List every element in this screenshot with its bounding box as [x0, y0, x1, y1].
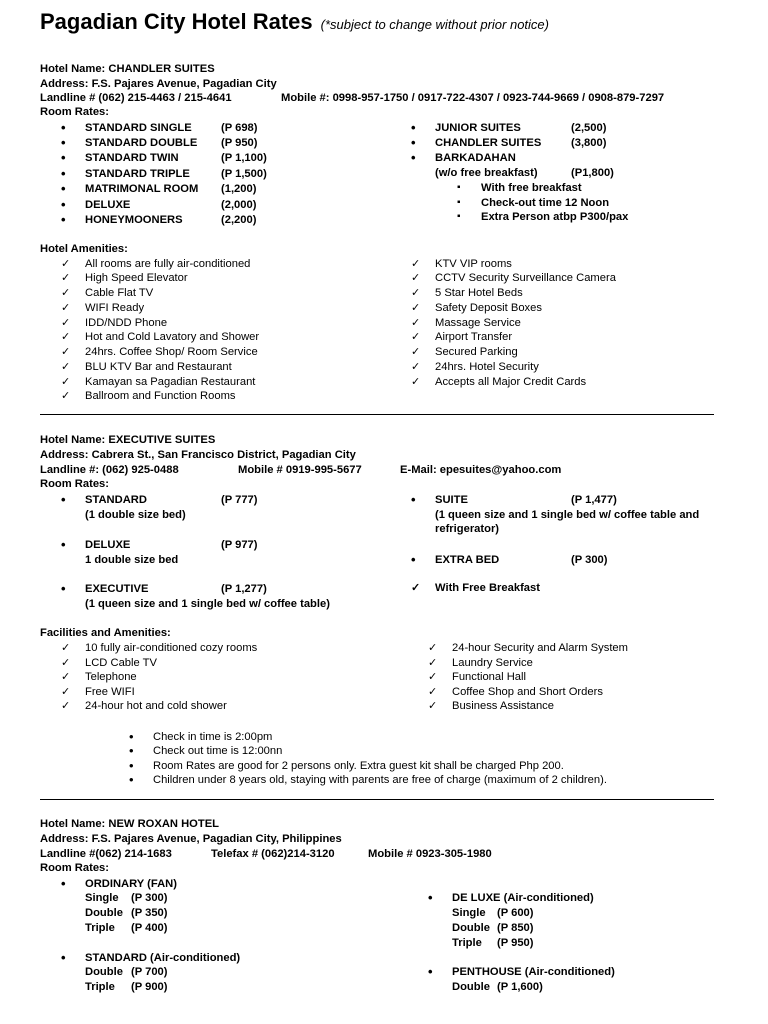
room-type: Double [452, 981, 490, 993]
list-item: ▪ Extra Person atbp P300/pax [481, 210, 628, 224]
list-item: • Check out time is 12:00nn [153, 744, 282, 758]
chandler-amenities-label: Hotel Amenities: [40, 243, 128, 255]
list-item: • STANDARD [85, 493, 147, 507]
room-type: Double [452, 922, 490, 934]
roxan-hotel-name: Hotel Name: NEW ROXAN HOTEL [40, 818, 220, 830]
price: (P 1,600) [497, 981, 543, 993]
executive-email: E-Mail: epesuites@yahoo.com [400, 464, 562, 476]
price: (2,000) [221, 199, 257, 211]
list-item: ✓ Laundry Service [452, 656, 533, 670]
list-item: ✓ All rooms are fully air-conditioned [85, 257, 250, 271]
list-item: ✓ 24-hour hot and cold shower [85, 699, 227, 713]
list-item: ✓ WIFI Ready [85, 301, 144, 315]
list-item: • DELUXE [85, 198, 130, 212]
list-item: ✓ Secured Parking [435, 345, 518, 359]
room-type: Double [85, 966, 123, 978]
room-type: Double [85, 907, 123, 919]
list-item: ✓ Safety Deposit Boxes [435, 301, 542, 315]
price: (2,500) [571, 122, 607, 134]
executive-hotel-name: Hotel Name: EXECUTIVE SUITES [40, 434, 216, 446]
list-item: • EXTRA BED [435, 553, 499, 567]
list-item: ✓ 24hrs. Coffee Shop/ Room Service [85, 345, 258, 359]
list-item: ✓ 24hrs. Hotel Security [435, 360, 539, 374]
list-item: • CHANDLER SUITES [435, 136, 541, 150]
chandler-rates-label: Room Rates: [40, 106, 109, 118]
list-item: ✓ Ballroom and Function Rooms [85, 389, 235, 403]
list-item: ✓ CCTV Security Surveillance Camera [435, 271, 616, 285]
list-item: • ORDINARY (FAN) [85, 877, 177, 891]
price: (2,200) [221, 214, 257, 226]
list-item: • MATRIMONAL ROOM [85, 182, 198, 196]
list-item: ✓ Airport Transfer [435, 330, 512, 344]
section-divider [40, 414, 714, 415]
list-item: ✓ 10 fully air-conditioned cozy rooms [85, 641, 257, 655]
list-item: ▪ With free breakfast [481, 181, 582, 195]
roxan-landline: Landline #(062) 214-1683 [40, 848, 172, 860]
price: (P 850) [497, 922, 534, 934]
list-item: ✓ Massage Service [435, 316, 521, 330]
list-item: • Children under 8 years old, staying with parents are free of charge (maximum of 2 children). [153, 773, 607, 787]
room-note: refrigerator) [435, 523, 500, 535]
list-item: • JUNIOR SUITES [435, 121, 521, 135]
list-item: • STANDARD (Air-conditioned) [85, 951, 240, 965]
list-item: ✓ Coffee Shop and Short Orders [452, 685, 603, 699]
list-item: ✓ Accepts all Major Credit Cards [435, 375, 586, 389]
list-item: ✓ Kamayan sa Pagadian Restaurant [85, 375, 255, 389]
price: (P 977) [221, 539, 258, 551]
room-type: Triple [85, 922, 115, 934]
price: (P 300) [571, 554, 608, 566]
price: (P 600) [497, 907, 534, 919]
list-item: ▪ Check-out time 12 Noon [481, 196, 609, 210]
price: (P 350) [131, 907, 168, 919]
price: (1,200) [221, 183, 257, 195]
price: (P 950) [221, 137, 258, 149]
list-item: ✓ Cable Flat TV [85, 286, 153, 300]
price: (P 700) [131, 966, 168, 978]
executive-address: Address: Cabrera St., San Francisco District, Pagadian City [40, 449, 356, 461]
list-item: ✓ 5 Star Hotel Beds [435, 286, 523, 300]
chandler-hotel-name: Hotel Name: CHANDLER SUITES [40, 63, 215, 75]
list-item: ✓ Free WIFI [85, 685, 135, 699]
executive-facilities-label: Facilities and Amenities: [40, 627, 171, 639]
roxan-mobile: Mobile # 0923-305-1980 [368, 848, 492, 860]
list-item: • DELUXE [85, 538, 130, 552]
room-note: (1 queen size and 1 single bed w/ coffee table and [435, 509, 700, 521]
price: (P 698) [221, 122, 258, 134]
price: (P 777) [221, 494, 258, 506]
roxan-address: Address: F.S. Pajares Avenue, Pagadian City, Philippines [40, 833, 342, 845]
roxan-rates-label: Room Rates: [40, 862, 109, 874]
list-item: • STANDARD TWIN [85, 151, 179, 165]
list-item: • EXECUTIVE [85, 582, 148, 596]
list-item: ✓ High Speed Elevator [85, 271, 188, 285]
list-item: • DE LUXE (Air-conditioned) [452, 891, 594, 905]
list-item: • HONEYMOONERS [85, 213, 183, 227]
list-item: ✓ Functional Hall [452, 670, 526, 684]
room-note: (1 double size bed) [85, 509, 186, 521]
price: (P 1,277) [221, 583, 267, 595]
list-item: ✓ KTV VIP rooms [435, 257, 512, 271]
list-item: • BARKADAHAN [435, 151, 516, 165]
price: (P 950) [497, 937, 534, 949]
list-item: ✓ Telephone [85, 670, 137, 684]
list-item: • Check in time is 2:00pm [153, 730, 272, 744]
title-text: Pagadian City Hotel Rates [40, 9, 313, 34]
room-type: Triple [85, 981, 115, 993]
price: (P 1,500) [221, 168, 267, 180]
executive-landline: Landline #: (062) 925-0488 [40, 464, 179, 476]
list-item: • Room Rates are good for 2 persons only. Extra guest kit shall be charged Php 200. [153, 759, 564, 773]
room-type: Single [452, 907, 486, 919]
list-item: ✓ BLU KTV Bar and Restaurant [85, 360, 232, 374]
room-note: (1 queen size and 1 single bed w/ coffee table) [85, 598, 330, 610]
room-type: Single [85, 892, 119, 904]
list-item: ✓ LCD Cable TV [85, 656, 157, 670]
executive-mobile: Mobile # 0919-995-5677 [238, 464, 362, 476]
list-item: ✓ 24-hour Security and Alarm System [452, 641, 628, 655]
chandler-landline: Landline # (062) 215-4463 / 215-4641 [40, 92, 232, 104]
list-item: ✓ With Free Breakfast [435, 581, 540, 595]
price: (P 1,477) [571, 494, 617, 506]
chandler-mobile: Mobile #: 0998-957-1750 / 0917-722-4307 / 0923-744-9669 / 0908-879-7297 [281, 92, 665, 104]
list-item: • PENTHOUSE (Air-conditioned) [452, 965, 615, 979]
list-item: • SUITE [435, 493, 468, 507]
list-item: • STANDARD SINGLE [85, 121, 192, 135]
list-item: ✓ Business Assistance [452, 699, 554, 713]
list-item: • STANDARD DOUBLE [85, 136, 197, 150]
room-type: Triple [452, 937, 482, 949]
price: (P 400) [131, 922, 168, 934]
list-item: ✓ Hot and Cold Lavatory and Shower [85, 330, 259, 344]
price: (P1,800) [571, 167, 614, 179]
price: (3,800) [571, 137, 607, 149]
price: (P 900) [131, 981, 168, 993]
price: (P 1,100) [221, 152, 267, 164]
section-divider [40, 799, 714, 800]
page-title [40, 8, 549, 39]
chandler-address: Address: F.S. Pajares Avenue, Pagadian City [40, 78, 277, 90]
subtitle-text: (*subject to change without prior notice) [320, 17, 549, 32]
price: (P 300) [131, 892, 168, 904]
roxan-telefax: Telefax # (062)214-3120 [211, 848, 335, 860]
executive-rates-label: Room Rates: [40, 478, 109, 490]
list-item: • STANDARD TRIPLE [85, 167, 190, 181]
room-note: 1 double size bed [85, 554, 179, 566]
barkadahan-note: (w/o free breakfast) [435, 167, 538, 179]
list-item: ✓ IDD/NDD Phone [85, 316, 167, 330]
